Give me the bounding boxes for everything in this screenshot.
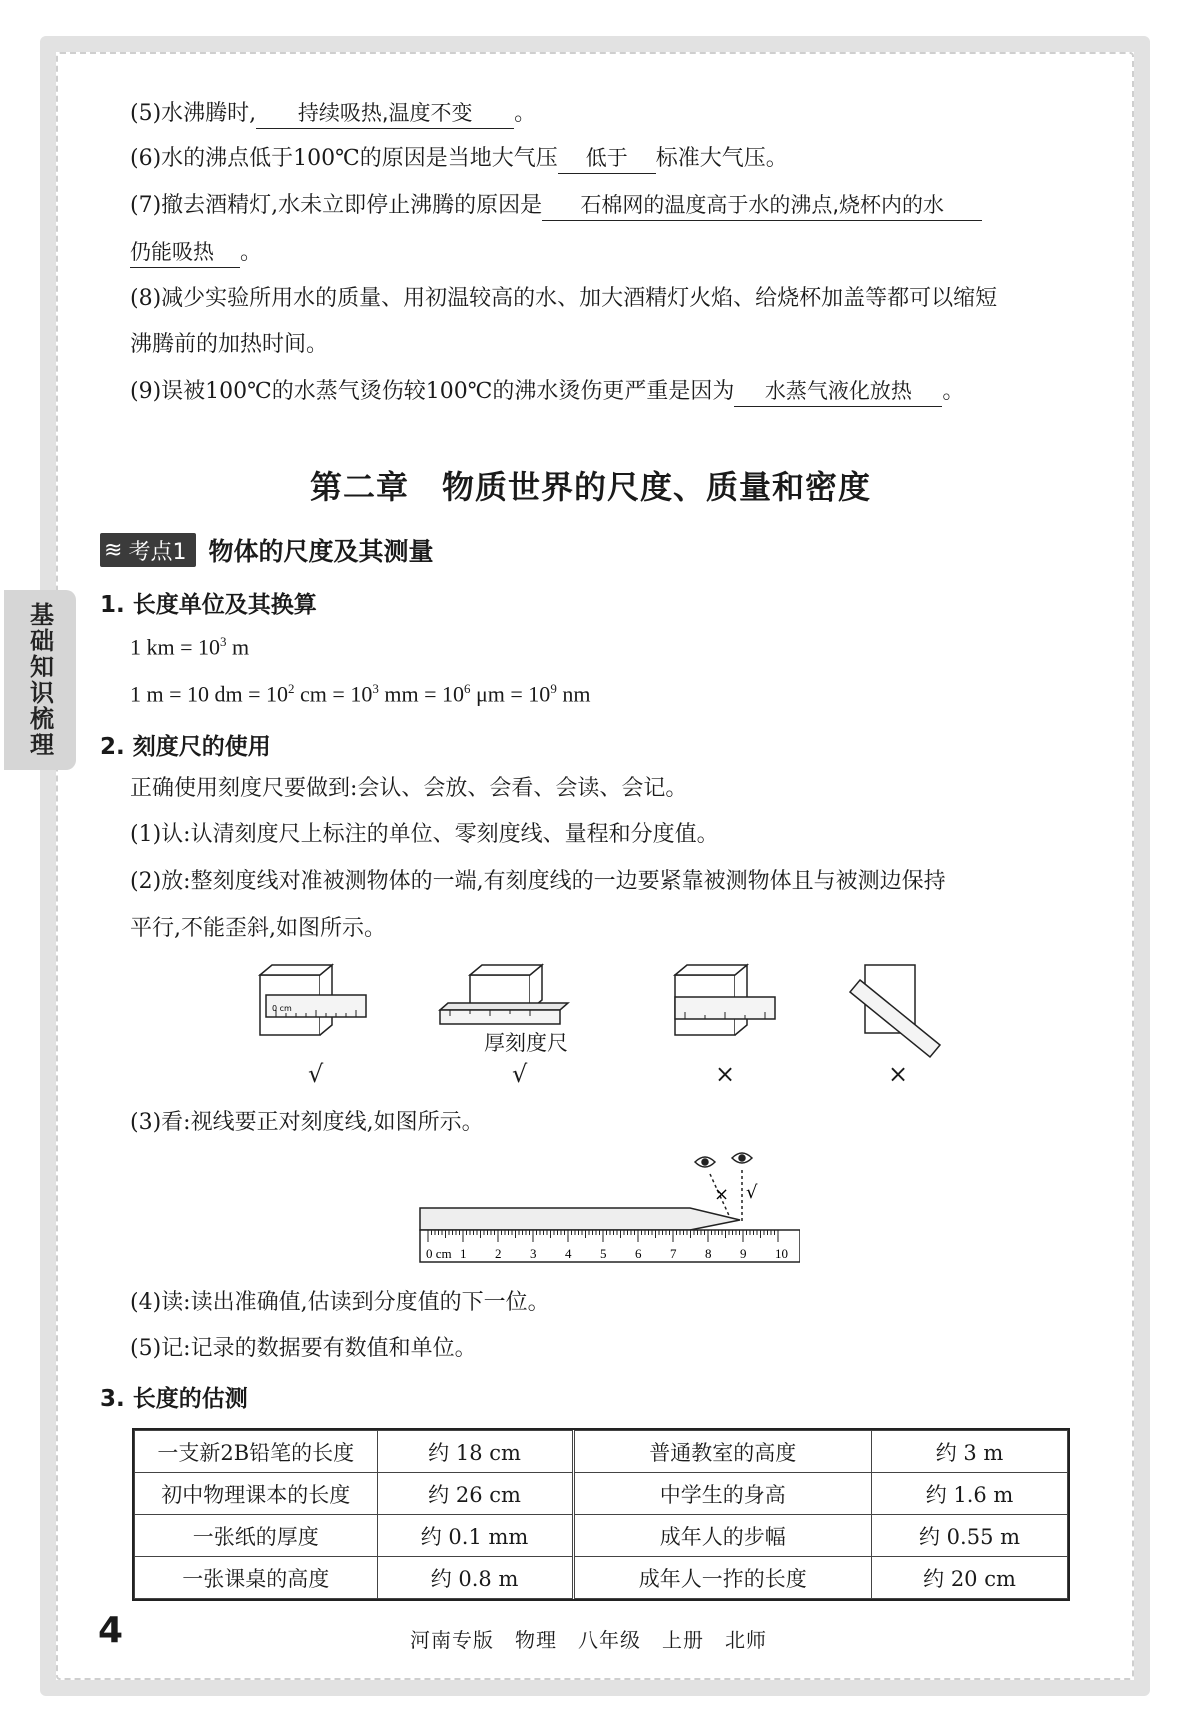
eq-part: mm = 10: [378, 681, 464, 707]
item-8b: [130, 330, 328, 360]
ruler-tick-label: 10: [775, 1246, 788, 1261]
kaodian-badge: [100, 533, 196, 567]
answer-blank: 石棉网的温度高于水的沸点,烧杯内的水: [542, 190, 982, 221]
answer-blank: 低于: [558, 143, 656, 174]
section-2-p1: (1)认:认清刻度尺上标注的单位、零刻度线、量程和分度值。: [130, 822, 719, 847]
table-cell: 约 0.1 mm: [377, 1515, 573, 1557]
table-cell: 约 26 cm: [377, 1473, 573, 1515]
eq-exp: 3: [220, 634, 227, 649]
item-text: 。: [514, 101, 537, 126]
ruler-tick-label: 6: [635, 1246, 642, 1261]
cross-mark: ×: [888, 1060, 909, 1088]
eye-right-icon: [732, 1153, 752, 1163]
item-9: [130, 376, 964, 407]
answer-blank: 仍能吸热: [130, 237, 240, 268]
item-text: (9)误被100℃的水蒸气烫伤较100℃的沸水烫伤更严重是因为: [130, 379, 735, 404]
footer-text: 河南专版 物理 八年级 上册 北师: [410, 1628, 767, 1652]
table-row: [135, 1557, 1068, 1599]
table-cell: 成年人的步幅: [573, 1515, 872, 1557]
table-cell: 约 20 cm: [872, 1557, 1068, 1599]
item-text: (5)水沸腾时,: [130, 101, 257, 126]
eq-exp: 3: [372, 681, 379, 696]
table-cell: 约 18 cm: [377, 1431, 573, 1473]
table-cell: 中学生的身高: [573, 1473, 872, 1515]
table-row: [135, 1473, 1068, 1515]
section-2-p5: (5)记:记录的数据要有数值和单位。: [130, 1336, 477, 1361]
table-cell: 约 0.55 m: [872, 1515, 1068, 1557]
ruler-tick-label: 7: [670, 1246, 677, 1261]
equation-2: [130, 681, 590, 707]
eq-exp: 2: [288, 681, 295, 696]
item-text: 标准大气压。: [655, 146, 788, 171]
check-mark: √: [308, 1060, 324, 1088]
eq-part: μm = 10: [470, 681, 551, 707]
item-5: [130, 98, 536, 129]
eq-exp: 6: [463, 681, 471, 696]
section-3-title: 3. 长度的估测: [100, 1386, 248, 1412]
ruler-tick-label: 1: [460, 1246, 467, 1261]
answer-blank: 水蒸气液化放热: [734, 376, 942, 407]
table-cell: 约 1.6 m: [872, 1473, 1068, 1515]
ruler-tick-label: 9: [740, 1246, 747, 1261]
check-mark: √: [512, 1060, 528, 1088]
thick-ruler-caption: 厚刻度尺: [484, 1031, 568, 1055]
eq-part: m: [226, 634, 250, 660]
section-2-p2b: 平行,不能歪斜,如图所示。: [130, 916, 386, 941]
kaodian-title: 物体的尺度及其测量: [208, 537, 434, 566]
item-text: 。: [240, 240, 263, 265]
kaodian-badge-label: 考点1: [128, 539, 187, 565]
table-row: [135, 1515, 1068, 1557]
item-text: (6)水的沸点低于100℃的原因是当地大气压: [130, 146, 558, 171]
eye-wrong-icon: [695, 1157, 715, 1167]
item-7b: [130, 237, 262, 268]
cross-mark: ×: [714, 1184, 730, 1205]
section-1-title: 1. 长度单位及其换算: [100, 592, 317, 618]
kaodian-header: [100, 532, 433, 568]
table-cell: 一张纸的厚度: [135, 1515, 378, 1557]
answer-blank: 持续吸热,温度不变: [256, 98, 514, 129]
side-tab-label: 基础知识梳理: [25, 602, 54, 758]
side-tab: [4, 590, 76, 770]
chapter-title: 第二章 物质世界的尺度、质量和密度: [309, 468, 871, 506]
item-text: (7)撤去酒精灯,水未立即停止沸腾的原因是: [130, 193, 543, 218]
wave-icon: ≋: [104, 537, 123, 563]
section-2-p3: (3)看:视线要正对刻度线,如图所示。: [130, 1110, 484, 1135]
equation-1: [130, 634, 249, 660]
eq-exp: 9: [550, 681, 557, 696]
pencil: [420, 1208, 740, 1230]
item-6: [130, 143, 788, 174]
ruler-placement-figure: [250, 955, 970, 1065]
table-cell: 约 3 m: [872, 1431, 1068, 1473]
table-cell: 约 0.8 m: [377, 1557, 573, 1599]
section-2-intro: 正确使用刻度尺要做到:会认、会放、会看、会读、会记。: [130, 776, 688, 801]
item-text: 沸腾前的加热时间。: [130, 332, 329, 357]
ruler-tick-label: 0 cm: [272, 1004, 292, 1013]
item-8a: [130, 284, 997, 314]
ruler-reading-figure: [410, 1150, 800, 1268]
table-row: [135, 1431, 1068, 1473]
eq-part: nm: [556, 681, 591, 707]
ruler-tick-label: 0 cm: [426, 1246, 452, 1261]
page-number: 4: [98, 1610, 124, 1651]
section-2-p4: (4)读:读出准确值,估读到分度值的下一位。: [130, 1290, 550, 1315]
ruler-tick-label: 2: [495, 1246, 502, 1261]
ruler-2: [440, 1003, 568, 1024]
item-text: 。: [942, 379, 965, 404]
ruler-tick-label: 5: [600, 1246, 607, 1261]
ruler-tick-label: 4: [565, 1246, 572, 1261]
item-text: (8)减少实验所用水的质量、用初温较高的水、加大酒精灯火焰、给烧杯加盖等都可以缩短: [130, 286, 998, 311]
section-2-title: 2. 刻度尺的使用: [100, 734, 271, 760]
eq-part: cm = 10: [294, 681, 373, 707]
table-cell: 初中物理课本的长度: [135, 1473, 378, 1515]
ruler-tick-label: 3: [530, 1246, 537, 1261]
check-mark: √: [746, 1182, 758, 1203]
table-cell: 成年人一拃的长度: [573, 1557, 872, 1599]
section-2-p2a: (2)放:整刻度线对准被测物体的一端,有刻度线的一边要紧靠被测物体且与被测边保持: [130, 869, 946, 894]
eq-part: 1 km = 10: [130, 634, 221, 660]
length-estimate-table: [132, 1428, 1070, 1601]
table-cell: 一张课桌的高度: [135, 1557, 378, 1599]
ruler-tick-label: 8: [705, 1246, 712, 1261]
item-7a: [130, 190, 982, 221]
eq-part: 1 m = 10 dm = 10: [130, 681, 289, 707]
table-cell: 普通教室的高度: [573, 1431, 872, 1473]
table-cell: 一支新2B铅笔的长度: [135, 1431, 378, 1473]
cross-mark: ×: [715, 1060, 736, 1088]
